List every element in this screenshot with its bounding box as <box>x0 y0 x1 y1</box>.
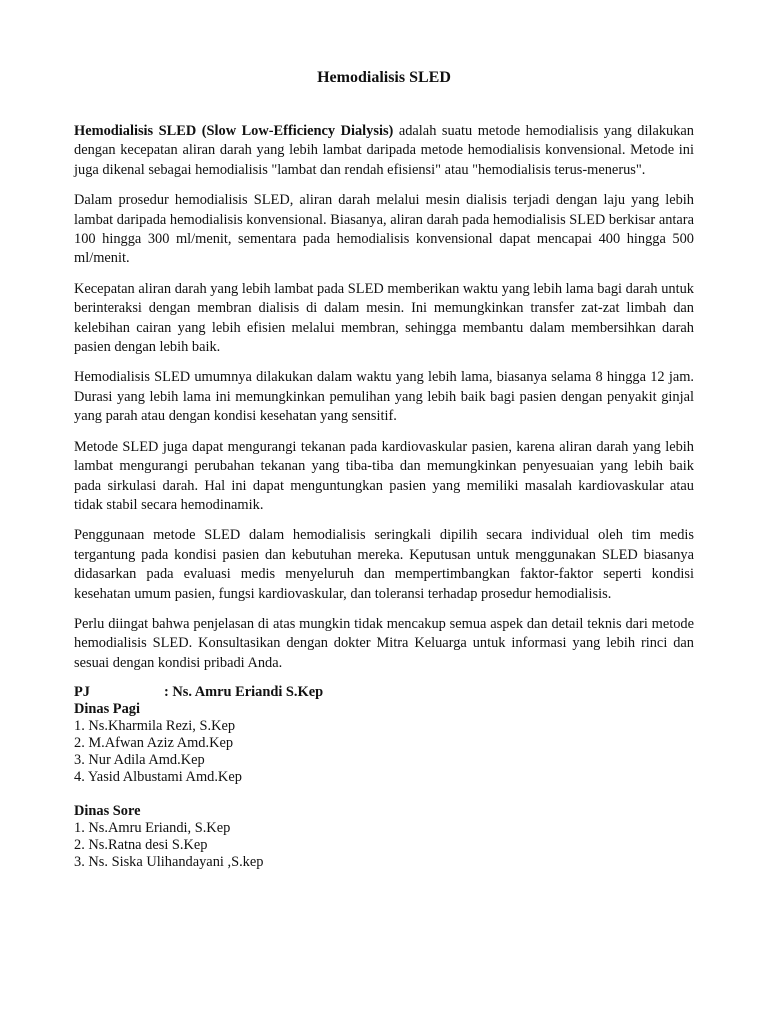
document-page <box>74 68 694 871</box>
staff-item: 3. Nur Adila Amd.Kep <box>74 752 205 769</box>
paragraph <box>74 191 694 269</box>
paragraph <box>74 368 694 426</box>
paragraph-text: Metode SLED juga dapat mengurangi tekanan pada kardiovaskular pasien, karena aliran darah yang lebih lambat mengurangi perubahan tekanan yang tiba-tiba dan memungkinkan penyesuaian yang lebih baik pada sirkulasi darah. Hal ini dapat menguntungkan pasien yang memiliki masalah kardiovaskular atau tidak stabil secara hemodinamik. <box>74 438 694 513</box>
spacer <box>74 786 694 803</box>
paragraph-text: Penggunaan metode SLED dalam hemodialisis seringkali dipilih secara individual oleh tim medis tergantung pada kondisi pasien dan kebutuhan mereka. Keputusan untuk menggunakan SLED biasanya didasarkan pada evaluasi medis menyeluruh dan mempertimbangkan faktor-faktor seperti kondisi kesehatan umum pasien, fungsi kardiovaskular, dan toleransi terhadap prosedur hemodialisis. <box>74 527 694 602</box>
paragraph <box>74 280 694 358</box>
paragraph <box>74 122 694 180</box>
pj-line <box>74 684 694 701</box>
paragraph-text: Kecepatan aliran darah yang lebih lambat pada SLED memberikan waktu yang lebih lama bagi darah untuk berinteraksi dengan membran dialisis di dalam mesin. Ini memungkinkan transfer zat-zat limbah dan kelebihan cairan yang lebih efisien melalui membran, sehingga membantu dalam membersihkan darah pasien dengan lebih baik. <box>74 280 694 356</box>
staff-item: 2. Ns.Ratna desi S.Kep <box>74 837 208 854</box>
paragraph <box>74 615 694 673</box>
shift-title-sore: Dinas Sore <box>74 803 141 820</box>
staff-item: 1. Ns.Kharmila Rezi, S.Kep <box>74 718 236 735</box>
document-title: Hemodialisis SLED <box>317 69 451 86</box>
paragraph-text: Dalam prosedur hemodialisis SLED, aliran darah melalui mesin dialisis terjadi dengan laju yang lebih lambat daripada hemodialisis konvensional. Biasanya, aliran darah pada hemodialisis SLED berkisar antara 100 hingga 300 ml/menit, sementara pada hemodialisis konvensional dapat mencapai 400 hingga 500 ml/menit. <box>74 192 694 267</box>
paragraph-text: Perlu diingat bahwa penjelasan di atas mungkin tidak mencakup semua aspek dan detail teknis dari metode hemodialisis SLED. Konsultasikan dengan dokter Mitra Keluarga untuk informasi yang lebih rinci dan sesuai dengan kondisi pribadi Anda. <box>74 615 694 671</box>
shift-title-pagi: Dinas Pagi <box>74 701 140 718</box>
pj-value: : Ns. Amru Eriandi S.Kep <box>164 684 324 701</box>
paragraph-lead: Hemodialisis SLED (Slow Low-Efficiency Dialysis) <box>74 123 394 139</box>
staff-item: 2. M.Afwan Aziz Amd.Kep <box>74 735 234 752</box>
paragraph-text: adalah suatu metode hemodialisis yang dilakukan dengan kecepatan aliran darah yang lebih lambat daripada metode hemodialisis konvensional. Metode ini juga dikenal sebagai hemodialisis "lambat dan rendah efisiensi" atau "hemodialisis terus-menerus". <box>74 123 695 178</box>
staff-item: 1. Ns.Amru Eriandi, S.Kep <box>74 820 231 837</box>
pj-label: PJ <box>74 684 90 701</box>
paragraph-text: Hemodialisis SLED umumnya dilakukan dalam waktu yang lebih lama, biasanya selama 8 hingga 12 jam. Durasi yang lebih lama ini memungkinkan pemulihan yang lebih baik bagi pasien dengan penyakit ginjal yang parah atau dengan kondisi kesehatan yang sensitif. <box>74 369 694 425</box>
staff-item: 4. Yasid Albustami Amd.Kep <box>74 769 242 786</box>
paragraph <box>74 526 694 604</box>
paragraph <box>74 438 694 516</box>
staff-item: 3. Ns. Siska Ulihandayani ,S.kep <box>74 854 264 871</box>
